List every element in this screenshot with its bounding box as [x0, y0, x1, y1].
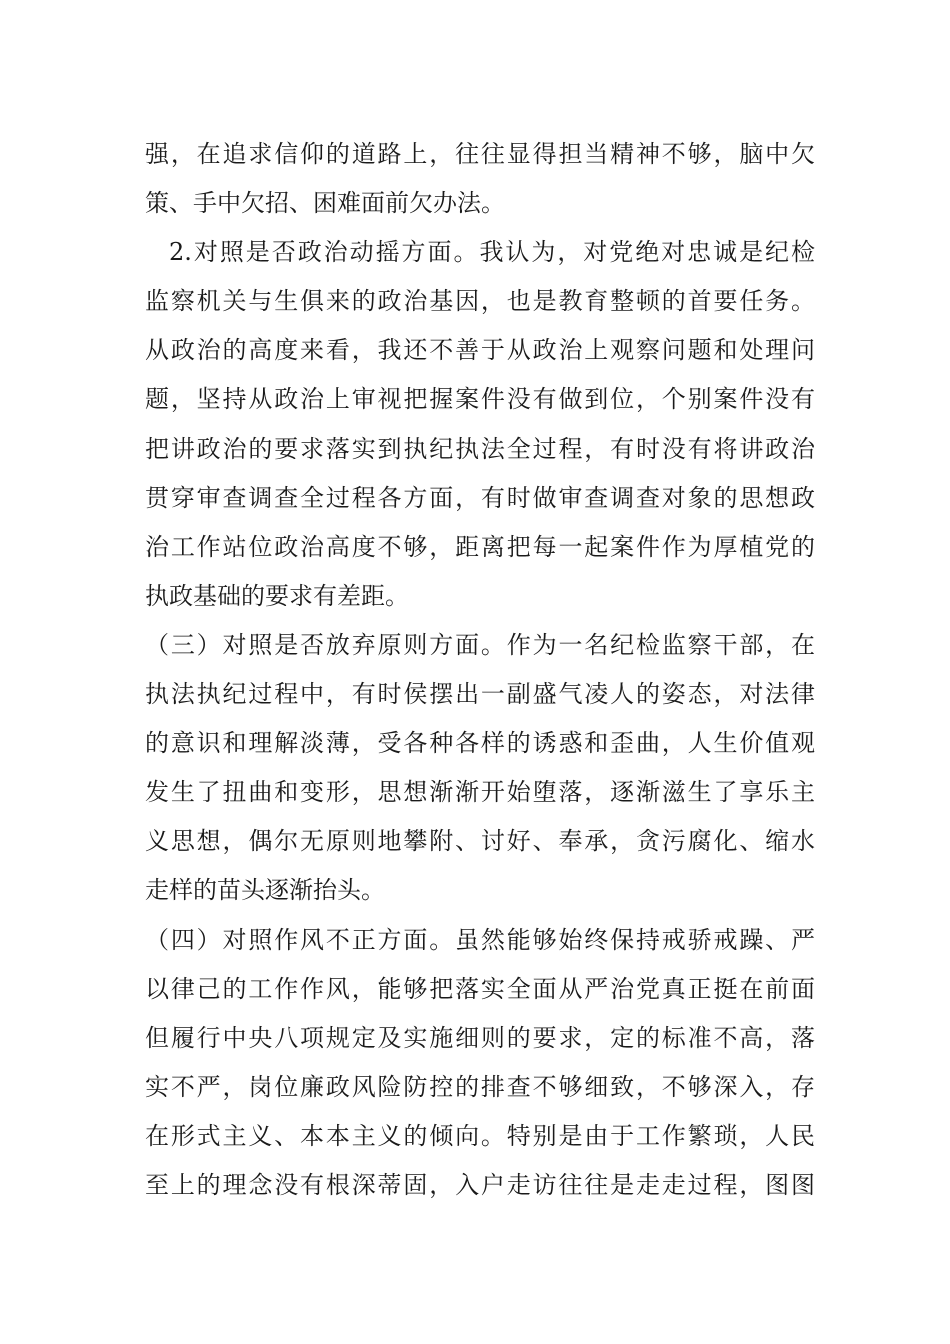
text-line: 强，在追求信仰的道路上，往往显得担当精神不够，脑中欠 — [145, 140, 815, 168]
text-line: 的意识和理解淡薄，受各种各样的诱惑和歪曲，人生价值观 — [145, 729, 815, 758]
text-line: 以律己的工作作风，能够把落实全面从严治党真正挺在前面 — [145, 974, 815, 1003]
text-line: 实不严，岗位廉政风险防控的排查不够细致，不够深入，存 — [145, 1072, 815, 1101]
text-line: 策、手中欠招、困难面前欠办法。 — [145, 189, 505, 218]
text-line: 发生了扭曲和变形，思想渐渐开始堕落，逐渐滋生了享乐主 — [145, 778, 815, 807]
text-line: 题，坚持从政治上审视把握案件没有做到位，个别案件没有 — [145, 385, 815, 414]
text-line: （三）对照是否放弃原则方面。作为一名纪检监察干部，在 — [145, 630, 815, 659]
text-line: 执政基础的要求有差距。 — [145, 581, 409, 610]
text-line: 至上的理念没有根深蒂固，入户走访往往是走走过程，图图 — [145, 1170, 815, 1199]
text-line: 把讲政治的要求落实到执纪执法全过程，有时没有将讲政治 — [145, 434, 815, 463]
text-line: （四）对照作风不正方面。虽然能够始终保持戒骄戒躁、严 — [145, 925, 815, 954]
text-line: 走样的苗头逐渐抬头。 — [145, 876, 385, 905]
text-line: 义思想，偶尔无原则地攀附、讨好、奉承，贪污腐化、缩水 — [145, 827, 815, 856]
text-line: 治工作站位政治高度不够，距离把每一起案件作为厚植党的 — [145, 532, 815, 561]
text-line: 从政治的高度来看，我还不善于从政治上观察问题和处理问 — [145, 336, 815, 365]
text-line: 执法执纪过程中，有时侯摆出一副盛气凌人的姿态，对法律 — [145, 680, 815, 709]
document-body — [145, 130, 815, 1210]
text-line: 2.对照是否政治动摇方面。我认为，对党绝对忠诚是纪检 — [169, 238, 815, 267]
text-line: 在形式主义、本本主义的倾向。特别是由于工作繁琐，人民 — [145, 1121, 815, 1150]
text-line: 监察机关与生俱来的政治基因，也是教育整顿的首要任务。 — [145, 287, 815, 316]
text-line: 贯穿审查调查全过程各方面，有时做审查调查对象的思想政 — [145, 483, 815, 512]
text-line: 但履行中央八项规定及实施细则的要求，定的标准不高，落 — [145, 1023, 815, 1052]
